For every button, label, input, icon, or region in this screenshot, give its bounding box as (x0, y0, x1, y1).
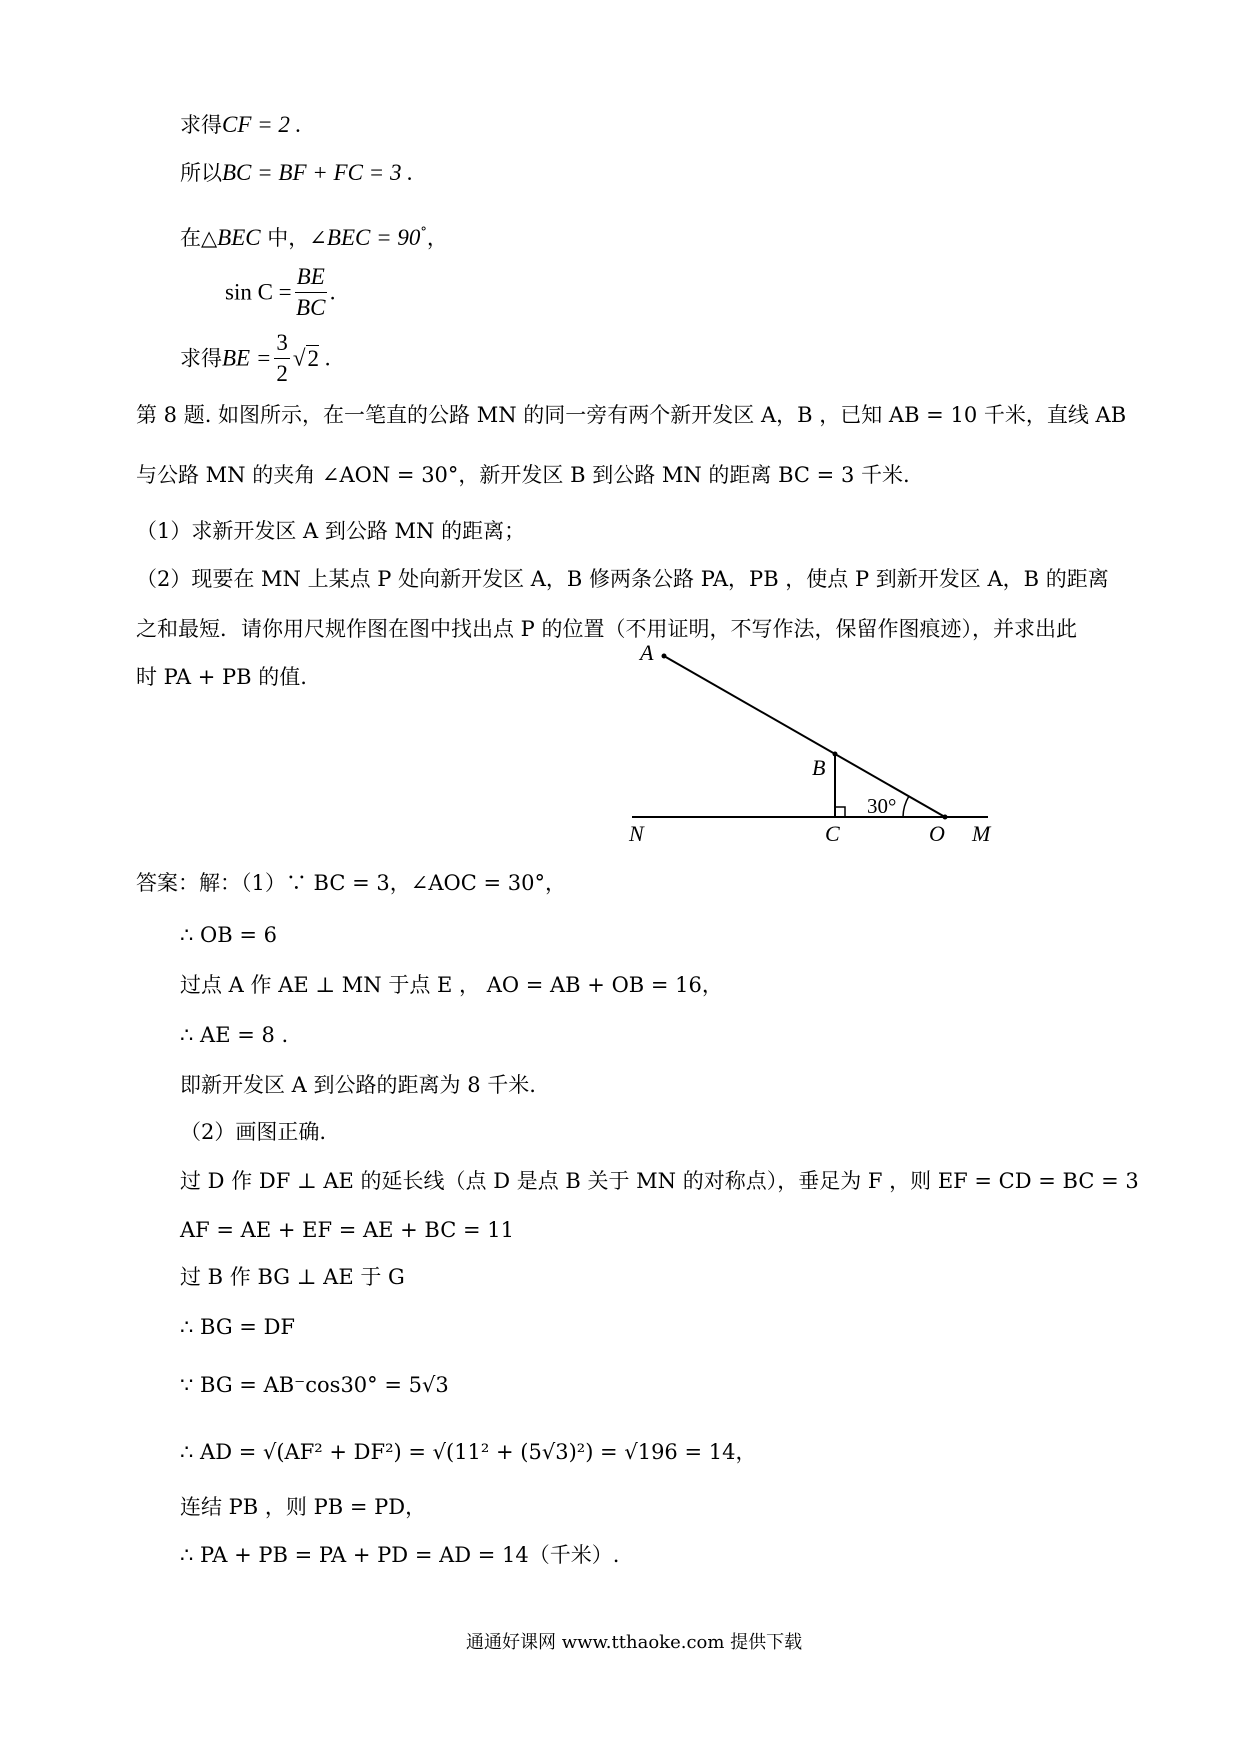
math-angle: BEC = 90 (326, 225, 421, 250)
answer-line-13: 连结 PB ，则 PB = PD， (180, 1495, 427, 1519)
derivation-line-sinc (225, 262, 336, 328)
answer-line-10: ∴ BG = DF (180, 1315, 295, 1339)
fraction-numerator: BE (295, 262, 327, 293)
answer-line-6: （2）画图正确. (180, 1120, 327, 1144)
fraction-be-bc (295, 262, 327, 323)
derivation-line-bc (180, 158, 413, 188)
text-end: ， (426, 226, 448, 250)
answer-line-3: 过点 A 作 AE ⊥ MN 于点 E ， AO = AB + OB = 16， (180, 973, 723, 997)
answer-line-11: ∵ BG = AB⁻cos30° = 5√3 (180, 1373, 449, 1397)
point-a (662, 654, 667, 659)
math-triangle: BEC (217, 225, 261, 250)
text-prefix: 在△ (180, 226, 218, 250)
sqrt-symbol: √ (292, 345, 306, 371)
text-prefix: 求得 (180, 113, 222, 137)
fraction-3-2 (274, 328, 290, 389)
label-b: B (812, 755, 826, 780)
question-1: （1）求新开发区 A 到公路 MN 的距离； (136, 519, 526, 543)
math-expression: BC = BF + FC = 3 . (222, 160, 413, 185)
math-sin-lhs: sin C = (225, 279, 292, 305)
problem-statement-line-2: 与公路 MN 的夹角 ∠AON = 30°，新开发区 B 到公路 MN 的距离 BC = 3 千米. (136, 463, 910, 487)
line-ao (664, 656, 945, 817)
derivation-line-be (180, 328, 331, 394)
fraction-numerator: 3 (274, 328, 290, 359)
math-expression: CF = 2 . (222, 112, 302, 137)
label-n: N (629, 821, 644, 846)
question-2-line-1: （2）现要在 MN 上某点 P 处向新开发区 A，B 修两条公路 PA，PB ，使点 P 到新开发区 A，B 的距离 (136, 567, 1109, 591)
problem-statement-line-1: 第 8 题. 如图所示，在一笔直的公路 MN 的同一旁有两个新开发区 A，B ，已知 AB = 10 千米，直线 AB (136, 403, 1127, 427)
degree-sign: ° (420, 225, 427, 240)
label-a: A (640, 640, 654, 665)
point-b (833, 752, 838, 757)
label-o: O (929, 821, 945, 846)
sqrt-radicand: 2 (307, 345, 319, 371)
text-prefix: 所以 (180, 161, 222, 185)
question-2-line-2: 之和最短．请你用尺规作图在图中找出点 P 的位置（不用证明，不写作法，保留作图痕迹），并求出此 (136, 617, 1077, 641)
answer-line-4: ∴ AE = 8 . (180, 1023, 289, 1047)
answer-line-14: ∴ PA + PB = PA + PD = AD = 14（千米）. (180, 1543, 620, 1567)
derivation-line-triangle (180, 218, 448, 253)
fraction-denominator: BC (296, 295, 326, 320)
math-be-lhs: BE = (222, 345, 272, 371)
answer-line-1: 答案：解：（1）∵ BC = 3，∠AOC = 30°， (136, 871, 566, 895)
label-c: C (825, 821, 840, 846)
geometry-figure (620, 640, 1010, 855)
answer-line-8: AF = AE + EF = AE + BC = 11 (180, 1218, 514, 1242)
angle-label: 30° (867, 794, 897, 818)
answer-line-2: ∴ OB = 6 (180, 923, 277, 947)
derivation-line-cf (180, 110, 301, 140)
right-angle-mark (835, 807, 845, 817)
text-middle: 中，∠ (260, 226, 327, 250)
text-prefix: 求得 (180, 346, 222, 371)
angle-arc (903, 796, 909, 817)
page-footer: 通通好课网 www.tthaoke.com 提供下载 (466, 1632, 803, 1653)
answer-line-12: ∴ AD = √(AF² + DF²) = √(11² + (5√3)²) = √196 = 14， (180, 1440, 757, 1464)
answer-line-5: 即新开发区 A 到公路的距离为 8 千米. (180, 1073, 536, 1097)
fraction-denominator: 2 (276, 361, 288, 386)
label-m: M (972, 821, 991, 846)
text-end: . (329, 279, 336, 305)
answer-line-9: 过 B 作 BG ⊥ AE 于 G (180, 1265, 405, 1289)
question-2-line-3: 时 PA + PB 的值. (136, 665, 307, 689)
text-end: . (319, 345, 331, 371)
answer-line-7: 过 D 作 DF ⊥ AE 的延长线（点 D 是点 B 关于 MN 的对称点），垂足为 F ，则 EF = CD = BC = 3 (180, 1169, 1139, 1193)
point-o (943, 815, 948, 820)
